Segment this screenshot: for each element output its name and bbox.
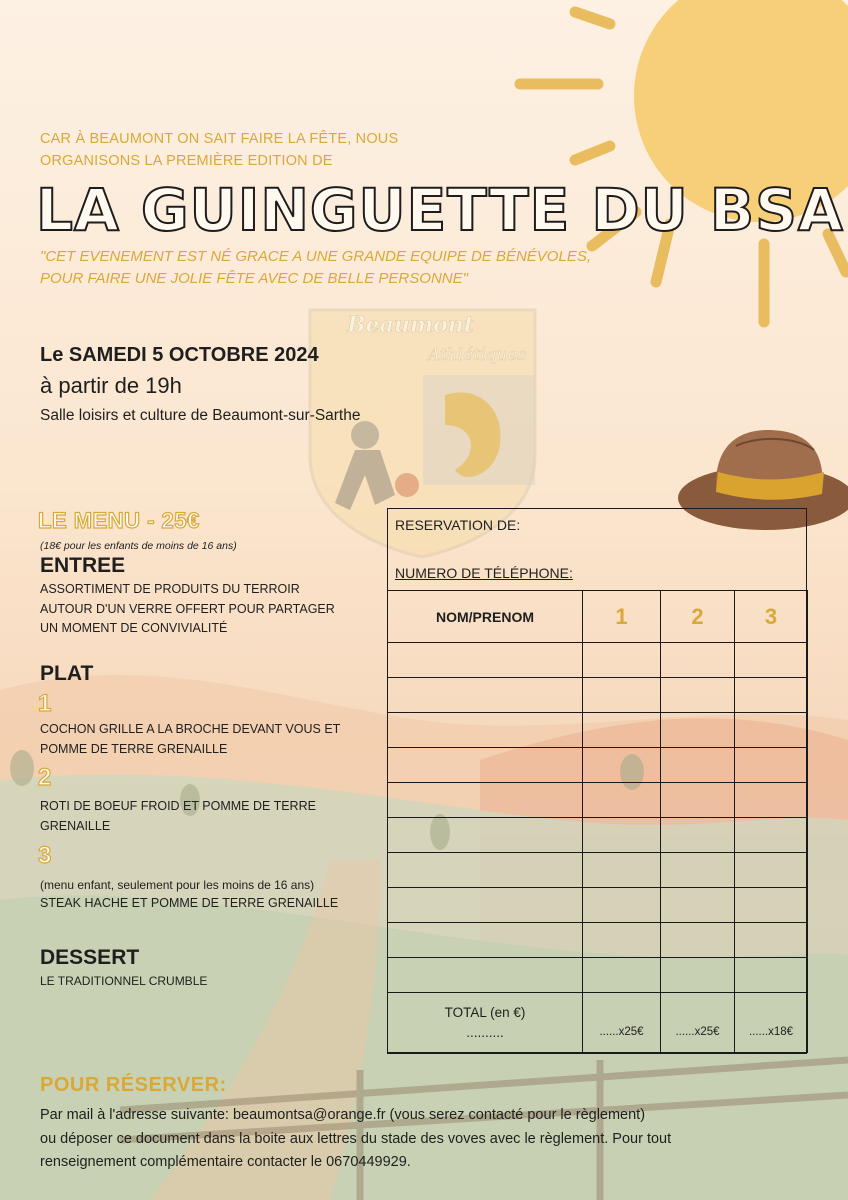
qty-cell[interactable] xyxy=(661,853,735,888)
qty-cell[interactable] xyxy=(735,818,808,853)
qty-cell[interactable] xyxy=(735,748,808,783)
plat-line: ROTI DE BOEUF FROID ET POMME DE TERRE xyxy=(40,799,316,813)
table-row[interactable] xyxy=(388,713,808,748)
plat-option-number: 2 xyxy=(38,764,52,791)
qty-cell[interactable] xyxy=(661,888,735,923)
name-cell[interactable] xyxy=(388,643,583,678)
column-header-name: NOM/PRENOM xyxy=(388,591,583,643)
table-row[interactable] xyxy=(388,748,808,783)
logo-text-bottom: Athlétiques xyxy=(428,345,527,365)
table-row[interactable] xyxy=(388,678,808,713)
qty-cell[interactable] xyxy=(735,958,808,993)
entree-description xyxy=(40,580,335,639)
table-row[interactable] xyxy=(388,888,808,923)
event-date: Le SAMEDI 5 OCTOBRE 2024 xyxy=(40,344,319,366)
table-row[interactable] xyxy=(388,853,808,888)
plat-option-number: 1 xyxy=(38,690,52,717)
plat-line: STEAK HACHE ET POMME DE TERRE GRENAILLE xyxy=(40,896,339,910)
qty-cell[interactable] xyxy=(583,923,661,958)
volunteer-quote xyxy=(40,246,640,290)
name-cell[interactable] xyxy=(388,748,583,783)
table-row[interactable] xyxy=(388,818,808,853)
name-cell[interactable] xyxy=(388,818,583,853)
intro-text xyxy=(40,128,460,172)
qty-cell[interactable] xyxy=(583,748,661,783)
plat-option-2 xyxy=(40,797,316,836)
qty-cell[interactable] xyxy=(583,643,661,678)
intro-line: ORGANISONS LA PREMIÈRE EDITION DE xyxy=(40,153,333,169)
qty-cell[interactable] xyxy=(583,888,661,923)
kids-menu-note: (menu enfant, seulement pour les moins de 16 ans) xyxy=(40,878,315,892)
qty-cell[interactable] xyxy=(583,958,661,993)
entree-heading: ENTREE xyxy=(40,554,126,577)
plat-option-1 xyxy=(40,720,340,759)
entree-line: UN MOMENT DE CONVIVIALITÉ xyxy=(40,621,228,635)
qty-cell[interactable] xyxy=(583,818,661,853)
total-multiplier-3[interactable]: ......x18€ xyxy=(735,993,808,1053)
total-label: TOTAL (en €) xyxy=(444,1004,526,1020)
qty-cell[interactable] xyxy=(735,713,808,748)
table-row[interactable] xyxy=(388,643,808,678)
event-time: à partir de 19h xyxy=(40,373,182,398)
logo-text-top: Beaumont xyxy=(347,312,474,338)
qty-cell[interactable] xyxy=(661,748,735,783)
dessert-line: LE TRADITIONNEL CRUMBLE xyxy=(40,974,208,988)
name-cell[interactable] xyxy=(388,923,583,958)
reservation-name-label: RESERVATION DE: xyxy=(395,517,521,533)
entree-line: ASSORTIMENT DE PRODUITS DU TERROIR xyxy=(40,582,300,596)
qty-cell[interactable] xyxy=(735,783,808,818)
table-row[interactable] xyxy=(388,923,808,958)
column-header-1: 1 xyxy=(583,591,661,643)
name-cell[interactable] xyxy=(388,713,583,748)
name-cell[interactable] xyxy=(388,853,583,888)
qty-cell[interactable] xyxy=(661,818,735,853)
column-header-3: 3 xyxy=(735,591,808,643)
quote-line: POUR FAIRE UNE JOLIE FÊTE AVEC DE BELLE PERSONNE" xyxy=(40,270,468,287)
total-label-cell xyxy=(388,993,583,1053)
reserve-line: renseignement complémentaire contacter le 0670449929. xyxy=(40,1154,411,1170)
dessert-description xyxy=(40,972,207,992)
total-row xyxy=(388,993,808,1053)
qty-cell[interactable] xyxy=(661,643,735,678)
table-row[interactable] xyxy=(388,958,808,993)
plat-heading: PLAT xyxy=(40,662,94,685)
name-cell[interactable] xyxy=(388,783,583,818)
event-venue: Salle loisirs et culture de Beaumont-sur-Sarthe xyxy=(40,407,361,424)
menu-title: LE MENU - 25€ xyxy=(38,508,200,533)
reservation-table xyxy=(387,590,808,1053)
qty-cell[interactable] xyxy=(583,678,661,713)
plat-option-number: 3 xyxy=(38,842,52,869)
reserve-instructions xyxy=(40,1104,830,1175)
qty-cell[interactable] xyxy=(735,678,808,713)
intro-line: CAR À BEAUMONT ON SAIT FAIRE LA FÊTE, NOUS xyxy=(40,131,399,147)
qty-cell[interactable] xyxy=(735,853,808,888)
qty-cell[interactable] xyxy=(661,783,735,818)
column-header-2: 2 xyxy=(661,591,735,643)
plat-line: GRENAILLE xyxy=(40,818,111,833)
total-multiplier-2[interactable]: ......x25€ xyxy=(661,993,735,1053)
reserve-line: ou déposer ce document dans la boite aux lettres du stade des voves avec le règlement. Pour tout xyxy=(40,1130,672,1147)
name-cell[interactable] xyxy=(388,888,583,923)
entree-line: AUTOUR D'UN VERRE OFFERT POUR PARTAGER xyxy=(40,601,335,616)
plat-option-3 xyxy=(40,894,338,914)
table-row[interactable] xyxy=(388,783,808,818)
plat-line: COCHON GRILLE A LA BROCHE DEVANT VOUS ET xyxy=(40,722,341,736)
reserve-heading: POUR RÉSERVER: xyxy=(40,1074,227,1096)
qty-cell[interactable] xyxy=(583,713,661,748)
name-cell[interactable] xyxy=(388,958,583,993)
quote-line: "CET EVENEMENT EST NÉ GRACE A UNE GRANDE EQUIPE DE BÉNÉVOLES, xyxy=(40,248,591,265)
qty-cell[interactable] xyxy=(583,853,661,888)
total-multiplier-1[interactable]: ......x25€ xyxy=(583,993,661,1053)
plat-line: POMME DE TERRE GRENAILLE xyxy=(40,741,228,756)
phone-number-label: NUMERO DE TÉLÉPHONE: xyxy=(395,565,573,581)
table-header-row xyxy=(388,591,808,643)
dessert-heading: DESSERT xyxy=(40,946,140,969)
qty-cell[interactable] xyxy=(661,678,735,713)
name-cell[interactable] xyxy=(388,678,583,713)
qty-cell[interactable] xyxy=(661,958,735,993)
reserve-line: Par mail à l'adresse suivante: beaumontsa@orange.fr (vous serez contacté pour le règlement) xyxy=(40,1107,646,1123)
page-title: LA GUINGUETTE DU BSA xyxy=(36,176,844,244)
qty-cell[interactable] xyxy=(583,783,661,818)
qty-cell[interactable] xyxy=(661,713,735,748)
total-dots[interactable]: .......... xyxy=(466,1024,504,1040)
kids-price-note: (18€ pour les enfants de moins de 16 ans) xyxy=(40,540,237,552)
qty-cell[interactable] xyxy=(735,643,808,678)
qty-cell[interactable] xyxy=(661,923,735,958)
qty-cell[interactable] xyxy=(735,923,808,958)
qty-cell[interactable] xyxy=(735,888,808,923)
